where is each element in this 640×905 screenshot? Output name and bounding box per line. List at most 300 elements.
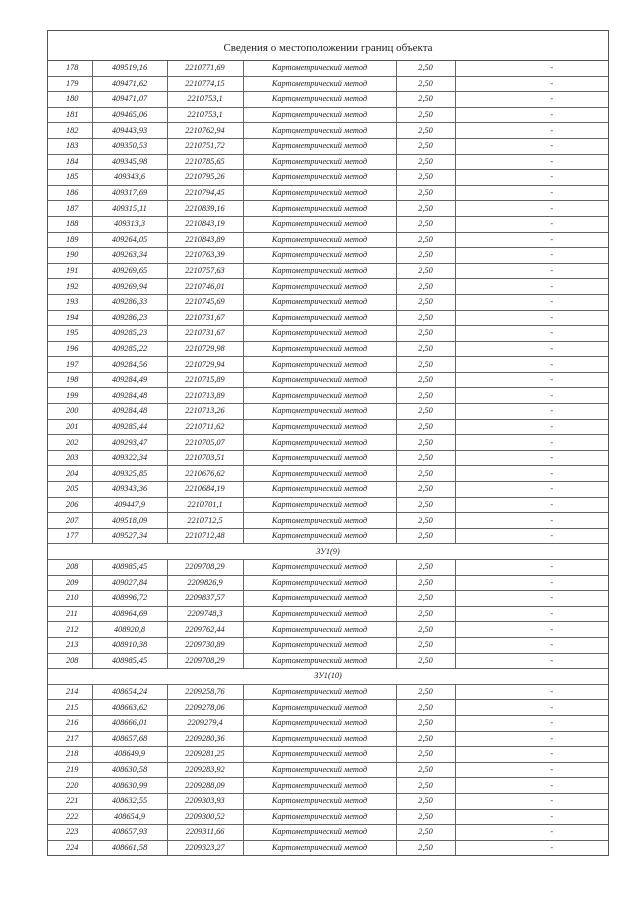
point-number-cell: 185 [48,170,92,186]
point-number-cell: 204 [48,466,92,482]
method-cell: Картометрический метод [243,201,396,217]
coordinates-table-body [48,61,608,855]
method-cell: Картометрический метод [243,653,396,669]
y-coordinate-cell: 2210712,5 [167,513,243,529]
x-coordinate-cell: 409315,11 [92,201,167,217]
description-cell: - [455,216,608,232]
x-coordinate-cell: 409284,49 [92,372,167,388]
x-coordinate-cell: 409269,94 [92,279,167,295]
method-cell: Картометрический метод [243,622,396,638]
boundary-coordinates-sheet [47,30,609,856]
method-cell: Картометрический метод [243,606,396,622]
description-cell: - [455,497,608,513]
point-number-cell: 190 [48,248,92,264]
description-cell: - [455,92,608,108]
description-cell: - [455,357,608,373]
x-coordinate-cell: 409317,69 [92,185,167,201]
method-cell: Картометрический метод [243,294,396,310]
method-cell: Картометрический метод [243,216,396,232]
page-title: Сведения о местоположении границ объекта [48,31,608,61]
description-cell: - [455,762,608,778]
y-coordinate-cell: 2209300,52 [167,809,243,825]
y-coordinate-cell: 2209837,57 [167,591,243,607]
table-row [48,482,608,498]
y-coordinate-cell: 2209708,29 [167,653,243,669]
method-cell: Картометрический метод [243,388,396,404]
accuracy-cell: 2,50 [396,310,455,326]
method-cell: Картометрический метод [243,700,396,716]
point-number-cell: 194 [48,310,92,326]
section-header-row [48,544,608,560]
method-cell: Картометрический метод [243,825,396,841]
point-number-cell: 184 [48,154,92,170]
method-cell: Картометрический метод [243,793,396,809]
x-coordinate-cell: 409519,16 [92,61,167,76]
point-number-cell: 197 [48,357,92,373]
description-cell: - [455,747,608,763]
method-cell: Картометрический метод [243,450,396,466]
method-cell: Картометрический метод [243,154,396,170]
y-coordinate-cell: 2210785,65 [167,154,243,170]
y-coordinate-cell: 2210703,51 [167,450,243,466]
method-cell: Картометрический метод [243,747,396,763]
table-row [48,435,608,451]
accuracy-cell: 2,50 [396,637,455,653]
accuracy-cell: 2,50 [396,809,455,825]
method-cell: Картометрический метод [243,92,396,108]
description-cell: - [455,107,608,123]
x-coordinate-cell: 409471,62 [92,76,167,92]
y-coordinate-cell: 2210839,16 [167,201,243,217]
x-coordinate-cell: 408910,38 [92,637,167,653]
description-cell: - [455,606,608,622]
y-coordinate-cell: 2209279,4 [167,715,243,731]
description-cell: - [455,653,608,669]
description-cell: - [455,731,608,747]
x-coordinate-cell: 409269,65 [92,263,167,279]
table-row [48,201,608,217]
description-cell: - [455,793,608,809]
accuracy-cell: 2,50 [396,747,455,763]
description-cell: - [455,419,608,435]
accuracy-cell: 2,50 [396,575,455,591]
x-coordinate-cell: 409465,06 [92,107,167,123]
y-coordinate-cell: 2209762,44 [167,622,243,638]
table-row [48,154,608,170]
accuracy-cell: 2,50 [396,825,455,841]
point-number-cell: 208 [48,653,92,669]
table-row [48,107,608,123]
accuracy-cell: 2,50 [396,450,455,466]
method-cell: Картометрический метод [243,762,396,778]
table-row [48,450,608,466]
y-coordinate-cell: 2209288,09 [167,778,243,794]
method-cell: Картометрический метод [243,497,396,513]
point-number-cell: 203 [48,450,92,466]
method-cell: Картометрический метод [243,404,396,420]
x-coordinate-cell: 408632,55 [92,793,167,809]
description-cell: - [455,326,608,342]
x-coordinate-cell: 409518,09 [92,513,167,529]
y-coordinate-cell: 2210753,1 [167,92,243,108]
y-coordinate-cell: 2210753,1 [167,107,243,123]
x-coordinate-cell: 408649,9 [92,747,167,763]
table-row [48,326,608,342]
point-number-cell: 222 [48,809,92,825]
x-coordinate-cell: 409350,53 [92,138,167,154]
table-row [48,715,608,731]
y-coordinate-cell: 2210729,94 [167,357,243,373]
x-coordinate-cell: 409443,93 [92,123,167,139]
accuracy-cell: 2,50 [396,294,455,310]
y-coordinate-cell: 2210763,39 [167,248,243,264]
accuracy-cell: 2,50 [396,528,455,544]
description-cell: - [455,809,608,825]
accuracy-cell: 2,50 [396,778,455,794]
table-row [48,404,608,420]
x-coordinate-cell: 409284,48 [92,388,167,404]
table-row [48,637,608,653]
x-coordinate-cell: 409263,34 [92,248,167,264]
description-cell: - [550,842,554,852]
point-number-cell: 210 [48,591,92,607]
accuracy-cell: 2,50 [396,684,455,700]
description-cell: - [455,684,608,700]
method-cell: Картометрический метод [243,372,396,388]
point-number-cell: 182 [48,123,92,139]
accuracy-cell: 2,50 [396,653,455,669]
x-coordinate-cell: 408920,8 [92,622,167,638]
point-number-cell: 208 [48,560,92,576]
y-coordinate-cell: 2209708,29 [167,560,243,576]
y-coordinate-cell: 2210731,67 [167,326,243,342]
point-number-cell: 220 [48,778,92,794]
description-cell: - [455,778,608,794]
table-row [48,560,608,576]
y-coordinate-cell: 2210843,89 [167,232,243,248]
point-number-cell: 195 [48,326,92,342]
accuracy-cell: 2,50 [396,107,455,123]
method-cell: Картометрический метод [243,731,396,747]
accuracy-cell: 2,50 [396,216,455,232]
point-number-cell: 223 [48,825,92,841]
y-coordinate-cell: 2209280,36 [167,731,243,747]
point-number-cell: 181 [48,107,92,123]
description-cell: - [455,263,608,279]
accuracy-cell: 2,50 [396,326,455,342]
method-cell: Картометрический метод [243,778,396,794]
point-number-cell: 198 [48,372,92,388]
point-number-cell: 189 [48,232,92,248]
y-coordinate-cell: 2210729,98 [167,341,243,357]
description-cell: - [455,715,608,731]
description-cell: - [455,637,608,653]
method-cell: Картометрический метод [243,263,396,279]
y-coordinate-cell: 2210676,62 [167,466,243,482]
table-row [48,232,608,248]
method-cell: Картометрический метод [243,326,396,342]
y-coordinate-cell: 2209283,92 [167,762,243,778]
table-row [48,575,608,591]
method-cell: Картометрический метод [243,310,396,326]
method-cell: Картометрический метод [243,591,396,607]
method-cell: Картометрический метод [243,809,396,825]
table-row [48,497,608,513]
description-cell: - [455,154,608,170]
x-coordinate-cell: 409286,33 [92,294,167,310]
method-cell: Картометрический метод [243,61,396,76]
x-coordinate-cell: 409471,07 [92,92,167,108]
x-coordinate-cell: 408657,68 [92,731,167,747]
table-row [48,778,608,794]
accuracy-cell: 2,50 [396,497,455,513]
x-coordinate-cell: 408663,62 [92,700,167,716]
y-coordinate-cell: 2210715,89 [167,372,243,388]
method-cell: Картометрический метод [243,185,396,201]
method-cell: Картометрический метод [243,419,396,435]
point-number-cell: 209 [48,575,92,591]
table-row [48,263,608,279]
y-coordinate-cell: 2210843,19 [167,216,243,232]
description-cell: - [455,388,608,404]
table-row [48,731,608,747]
accuracy-cell: 2,50 [396,731,455,747]
description-cell: - [455,404,608,420]
method-cell: Картометрический метод [243,107,396,123]
description-cell: - [455,700,608,716]
description-cell: - [455,435,608,451]
table-row [48,341,608,357]
x-coordinate-cell: 409343,36 [92,482,167,498]
table-row [48,591,608,607]
y-coordinate-cell: 2209748,3 [167,606,243,622]
method-cell: Картометрический метод [243,123,396,139]
point-number-cell: 212 [48,622,92,638]
point-number-cell: 215 [48,700,92,716]
description-cell: - [455,232,608,248]
table-row [48,513,608,529]
x-coordinate-cell: 409343,6 [92,170,167,186]
accuracy-cell: 2,50 [396,591,455,607]
point-number-cell: 187 [48,201,92,217]
description-cell: - [455,248,608,264]
y-coordinate-cell: 2210751,72 [167,138,243,154]
x-coordinate-cell: 409284,56 [92,357,167,373]
description-cell: - [455,294,608,310]
point-number-cell: 207 [48,513,92,529]
table-row [48,466,608,482]
point-number-cell: 213 [48,637,92,653]
point-number-cell: 206 [48,497,92,513]
x-coordinate-cell: 408964,69 [92,606,167,622]
table-row [48,294,608,310]
table-row [48,76,608,92]
accuracy-cell: 2,50 [396,170,455,186]
point-number-cell: 178 [48,61,92,76]
x-coordinate-cell: 409293,47 [92,435,167,451]
y-coordinate-cell: 2209303,93 [167,793,243,809]
description-cell: - [455,341,608,357]
point-number-cell: 200 [48,404,92,420]
y-coordinate-cell: 2210745,69 [167,294,243,310]
x-coordinate-cell: 408654,24 [92,684,167,700]
y-coordinate-cell: 2210701,1 [167,497,243,513]
table-row [48,809,608,825]
point-number-cell: 219 [48,762,92,778]
x-coordinate-cell: 408985,45 [92,560,167,576]
point-number-cell: 202 [48,435,92,451]
table-row [48,700,608,716]
accuracy-cell: 2,50 [396,279,455,295]
x-coordinate-cell: 409027,84 [92,575,167,591]
x-coordinate-cell: 409285,23 [92,326,167,342]
accuracy-cell: 2,50 [396,606,455,622]
y-coordinate-cell: 2210746,01 [167,279,243,295]
method-cell: Картометрический метод [243,715,396,731]
x-coordinate-cell: 409313,3 [92,216,167,232]
accuracy-cell: 2,50 [396,61,455,76]
point-number-cell: 199 [48,388,92,404]
description-cell: - [455,123,608,139]
description-cell: - [455,372,608,388]
x-coordinate-cell: 408657,93 [92,825,167,841]
y-coordinate-cell: 2210712,48 [167,528,243,544]
accuracy-cell: 2,50 [396,185,455,201]
description-cell: - [455,310,608,326]
method-cell: Картометрический метод [243,76,396,92]
x-coordinate-cell: 408666,01 [92,715,167,731]
accuracy-cell: 2,50 [396,622,455,638]
accuracy-cell: 2,50 [396,76,455,92]
method-cell: Картометрический метод [243,248,396,264]
point-number-cell: 218 [48,747,92,763]
point-number-cell: 179 [48,76,92,92]
point-number-cell: 217 [48,731,92,747]
y-coordinate-cell: 2209730,89 [167,637,243,653]
point-number-cell: 196 [48,341,92,357]
table-row [48,92,608,108]
accuracy-cell: 2,50 [396,513,455,529]
y-coordinate-cell: 2210684,19 [167,482,243,498]
accuracy-cell: 2,50 [396,138,455,154]
description-cell: - [455,185,608,201]
accuracy-cell: 2,50 [396,793,455,809]
x-coordinate-cell: 408996,72 [92,591,167,607]
table-row [48,528,608,544]
description-cell: - [455,482,608,498]
table-row [48,653,608,669]
y-coordinate-cell: 2210731,67 [167,310,243,326]
accuracy-cell: 2,50 [396,715,455,731]
table-row [48,61,608,76]
method-cell: Картометрический метод [243,138,396,154]
point-number-cell: 205 [48,482,92,498]
description-cell: - [455,279,608,295]
point-number-cell: 214 [48,684,92,700]
x-coordinate-cell: 408985,45 [92,653,167,669]
table-row [48,170,608,186]
method-cell: Картометрический метод [243,341,396,357]
table-row [48,216,608,232]
x-coordinate-cell: 408654,9 [92,809,167,825]
method-cell: Картометрический метод [243,513,396,529]
y-coordinate-cell: 2210705,07 [167,435,243,451]
y-coordinate-cell: 2210711,62 [167,419,243,435]
table-row [48,825,608,841]
accuracy-cell: 2,50 [396,560,455,576]
method-cell: Картометрический метод [243,466,396,482]
accuracy-cell: 2,50 [396,482,455,498]
x-coordinate-cell: 409264,05 [92,232,167,248]
x-coordinate-cell: 409285,22 [92,341,167,357]
y-coordinate-cell: 2209258,76 [167,684,243,700]
accuracy-cell: 2,50 [396,263,455,279]
table-row [48,419,608,435]
method-cell: Картометрический метод [243,684,396,700]
description-cell: - [455,591,608,607]
y-coordinate-cell: 2209278,06 [167,700,243,716]
point-number-cell: 188 [48,216,92,232]
point-number-cell: 193 [48,294,92,310]
point-number-cell: 224 [48,840,92,855]
description-cell: - [455,201,608,217]
table-row [48,622,608,638]
y-coordinate-cell: 2210713,26 [167,404,243,420]
table-row [48,279,608,295]
point-number-cell: 177 [48,528,92,544]
table-row [48,388,608,404]
coordinates-table [48,61,608,855]
accuracy-cell: 2,50 [396,372,455,388]
table-row [48,606,608,622]
y-coordinate-cell: 2210794,45 [167,185,243,201]
description-cell: - [455,622,608,638]
table-row [48,310,608,326]
y-coordinate-cell: 2209311,66 [167,825,243,841]
table-row [48,138,608,154]
x-coordinate-cell: 409284,48 [92,404,167,420]
table-row [48,372,608,388]
table-row [48,248,608,264]
x-coordinate-cell: 409325,85 [92,466,167,482]
description-cell: - [455,513,608,529]
y-coordinate-cell: 2209826,9 [167,575,243,591]
table-row [48,762,608,778]
method-cell: Картометрический метод [243,482,396,498]
x-coordinate-cell: 409285,44 [92,419,167,435]
description-cell: - [455,825,608,841]
description-cell: - [455,466,608,482]
accuracy-cell: 2,50 [396,248,455,264]
y-coordinate-cell: 2210795,26 [167,170,243,186]
y-coordinate-cell: 2210774,15 [167,76,243,92]
description-cell: - [455,170,608,186]
description-cell: - [455,450,608,466]
accuracy-cell: 2,50 [396,232,455,248]
accuracy-cell: 2,50 [396,357,455,373]
accuracy-cell: 2,50 [396,92,455,108]
x-coordinate-cell: 408630,99 [92,778,167,794]
y-coordinate-cell: 2210762,94 [167,123,243,139]
method-cell: Картометрический метод [243,279,396,295]
x-coordinate-cell: 409527,34 [92,528,167,544]
description-cell: - [455,138,608,154]
point-number-cell: 221 [48,793,92,809]
table-row [48,747,608,763]
table-row [48,357,608,373]
description-cell: - [455,76,608,92]
table-row [48,684,608,700]
